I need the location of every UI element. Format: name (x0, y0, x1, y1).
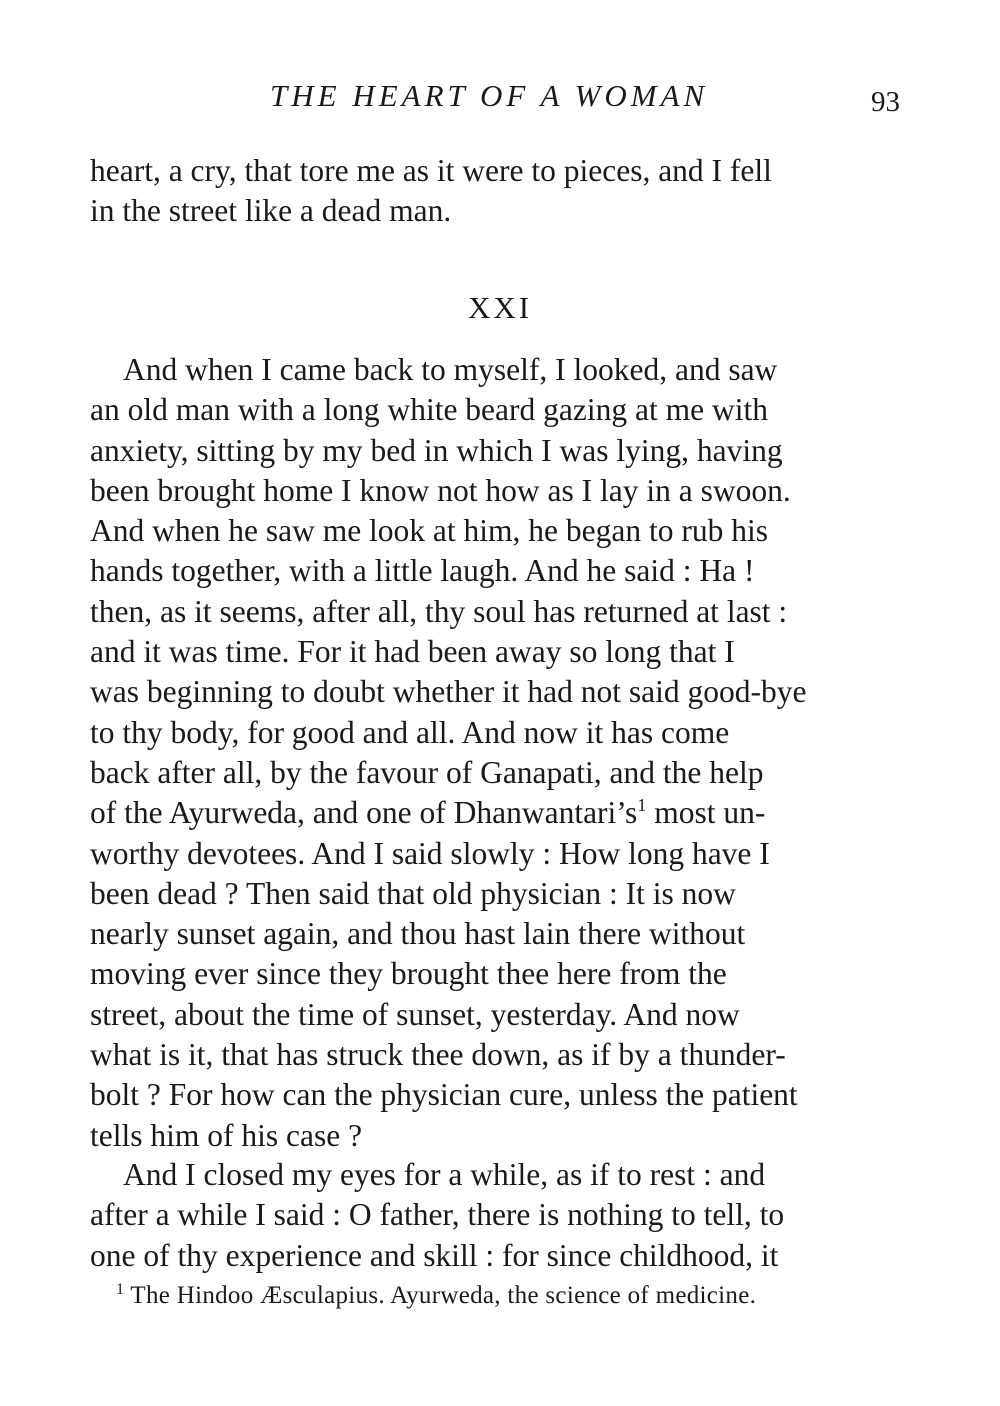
text-line: hands together, with a little laugh. And he said : Ha ! (90, 553, 755, 589)
text-line: been brought home I know not how as I lay in a swoon. (90, 472, 791, 508)
text-line: was beginning to doubt whether it had not said good-bye (90, 674, 807, 710)
text-line: nearly sunset again, and thou hast lain there without (90, 916, 746, 952)
opening-text (90, 151, 912, 232)
chapter-heading: XXI (467, 290, 533, 325)
text-line: And when I came back to myself, I looked, and saw (123, 352, 778, 387)
line-segment: most un- (646, 795, 766, 831)
text-line: worthy devotees. And I said slowly : How long have I (90, 835, 770, 871)
paragraph-2 (90, 1155, 912, 1276)
text-line: And I closed my eyes for a while, as if to rest : and (123, 1157, 766, 1192)
paragraph-1 (90, 350, 912, 1156)
text-line: heart, a cry, that tore me as it were to pieces, and I fell (90, 153, 772, 188)
text-line: back after all, by the favour of Ganapati, and the help (90, 754, 764, 790)
footnote (116, 1282, 756, 1310)
footnote-reference: 1 (637, 795, 647, 816)
text-line: anxiety, sitting by my bed in which I was lying, having (90, 432, 783, 468)
running-head: THE HEART OF A WOMAN (270, 78, 709, 113)
text-line: one of thy experience and skill : for since childhood, it (90, 1237, 779, 1273)
text-line: and it was time. For it had been away so long that I (90, 634, 735, 670)
text-line: what is it, that has struck thee down, as if by a thunder- (90, 1037, 786, 1073)
text-line: And when he saw me look at him, he began to rub his (90, 513, 768, 549)
footnote-marker: 1 (116, 1281, 125, 1298)
text-line: tells him of his case ? (90, 1117, 363, 1153)
text-line: then, as it seems, after all, thy soul has returned at last : (90, 593, 788, 629)
text-line: after a while I said : O father, there is nothing to tell, to (90, 1197, 785, 1233)
text-line: in the street like a dead man. (90, 193, 452, 229)
text-line: street, about the time of sunset, yesterday. And now (90, 996, 740, 1032)
line-segment: of the Ayurweda, and one of Dhanwantari’s (90, 795, 638, 831)
page-number: 93 (871, 86, 900, 118)
text-line: moving ever since they brought thee here from the (90, 956, 727, 992)
footnote-text: The Hindoo Æsculapius. Ayurweda, the science of medicine. (124, 1282, 757, 1309)
text-line: an old man with a long white beard gazing at me with (90, 392, 768, 428)
text-line: to thy body, for good and all. And now it has come (90, 714, 730, 750)
text-line: bolt ? For how can the physician cure, unless the patient (90, 1077, 798, 1113)
text-line (90, 793, 912, 833)
text-line: been dead ? Then said that old physician : It is now (90, 875, 736, 911)
